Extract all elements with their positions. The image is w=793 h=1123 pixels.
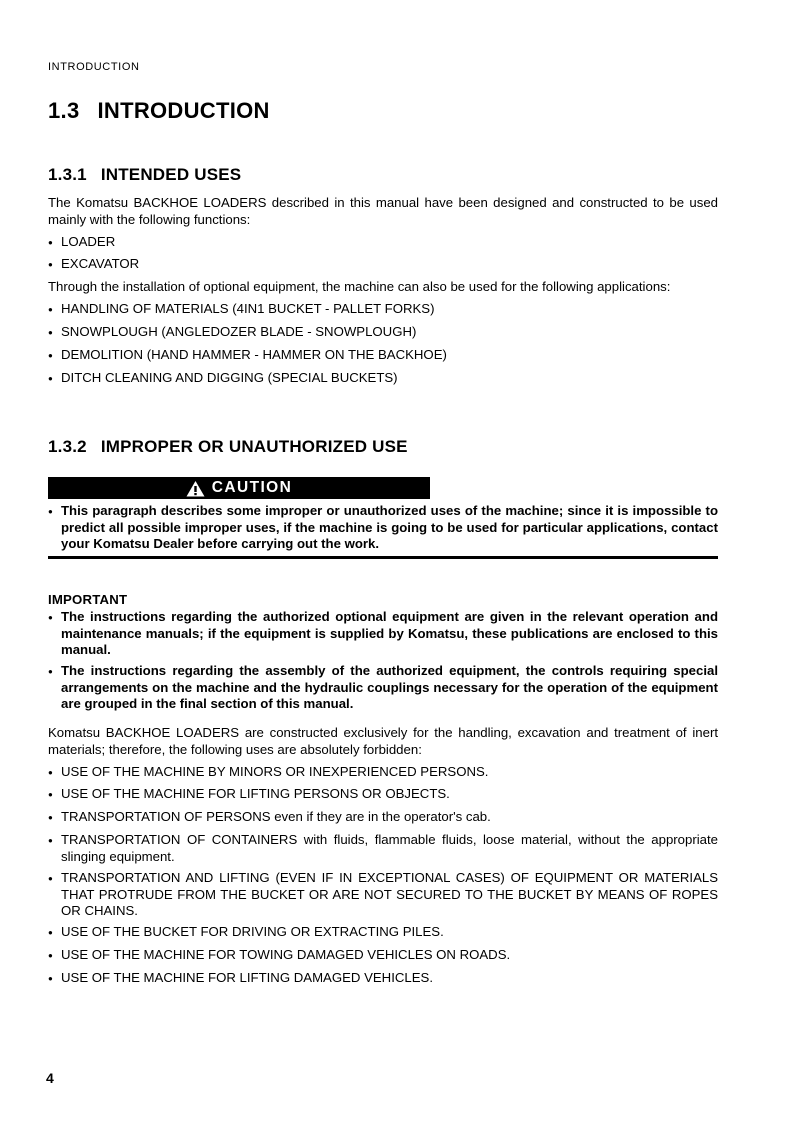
list-item: ● HANDLING OF MATERIALS (4IN1 BUCKET - PALLET FORKS) xyxy=(48,301,718,318)
list-item: ● SNOWPLOUGH (ANGLEDOZER BLADE - SNOWPLOUGH) xyxy=(48,324,718,341)
list-item: ● TRANSPORTATION OF CONTAINERS with fluids, flammable fluids, loose material, without the appropriate slinging equipment. xyxy=(48,832,718,865)
list-item: ● USE OF THE MACHINE FOR TOWING DAMAGED VEHICLES ON ROADS. xyxy=(48,947,718,964)
list-item: ● LOADER xyxy=(48,234,718,251)
page-title xyxy=(48,98,270,124)
list-item: ● DEMOLITION (HAND HAMMER - HAMMER ON THE BACKHOE) xyxy=(48,347,718,364)
subsection-number: 1.3.2 xyxy=(48,437,87,456)
subsection-title: INTENDED USES xyxy=(100,165,242,184)
list-item: ● The instructions regarding the assembly of the authorized equipment, the controls requiring special arrangements on the machine and the hydraulic couplings necessary for the operation of the equipment are grouped in the final section of this manual. xyxy=(48,663,718,713)
list-item: ● The instructions regarding the authorized optional equipment are given in the relevant operation and maintenance manuals; if the equipment is supplied by Komatsu, these publications are enclosed to this manual. xyxy=(48,609,718,659)
list-item: ● USE OF THE MACHINE FOR LIFTING DAMAGED VEHICLES. xyxy=(48,970,718,987)
running-header: INTRODUCTION xyxy=(48,61,140,73)
intended-uses-intro-paragraph: The Komatsu BACKHOE LOADERS described in this manual have been designed and constructed to be used mainly with the following functions: xyxy=(48,195,718,227)
caution-banner-inner xyxy=(186,480,292,497)
section-divider xyxy=(48,556,718,559)
list-item: ● EXCAVATOR xyxy=(48,256,718,273)
subsection-title: IMPROPER OR UNAUTHORIZED USE xyxy=(100,437,408,456)
list-item: ● USE OF THE BUCKET FOR DRIVING OR EXTRACTING PILES. xyxy=(48,924,718,941)
section-number: 1.3 xyxy=(48,98,80,123)
caution-banner xyxy=(48,477,430,499)
caution-text: ● This paragraph describes some improper or unauthorized uses of the machine; since it is impossible to predict all possible improper uses, if the machine is going to be used for particular applications, contact your Komatsu Dealer before carrying out the work. xyxy=(48,503,718,553)
list-item: ● USE OF THE MACHINE BY MINORS OR INEXPERIENCED PERSONS. xyxy=(48,764,718,781)
important-label: IMPORTANT xyxy=(48,592,128,607)
list-item: ● TRANSPORTATION AND LIFTING (EVEN IF IN EXCEPTIONAL CASES) OF EQUIPMENT OR MATERIALS THAT PROTRUDE FROM THE BUCKET OR ARE NOT SECURED TO THE BUCKET BY MEANS OF ROPES OR CHAINS. xyxy=(48,870,718,920)
list-item: ● TRANSPORTATION OF PERSONS even if they are in the operator's cab. xyxy=(48,809,718,826)
forbidden-uses-intro-paragraph: Komatsu BACKHOE LOADERS are constructed exclusively for the handling, excavation and treatment of inert materials; therefore, the following uses are absolutely forbidden: xyxy=(48,725,718,757)
optional-equipment-paragraph: Through the installation of optional equipment, the machine can also be used for the following applications: xyxy=(48,279,671,294)
section-title: INTRODUCTION xyxy=(97,98,270,123)
page-number: 4 xyxy=(46,1070,54,1086)
list-item: ● DITCH CLEANING AND DIGGING (SPECIAL BUCKETS) xyxy=(48,370,718,387)
heading-intended-uses xyxy=(48,165,241,185)
warning-triangle-icon xyxy=(186,480,205,497)
subsection-number: 1.3.1 xyxy=(48,165,87,184)
heading-improper-use xyxy=(48,437,408,457)
list-item: ● USE OF THE MACHINE FOR LIFTING PERSONS OR OBJECTS. xyxy=(48,786,718,803)
caution-label: CAUTION xyxy=(211,479,293,496)
